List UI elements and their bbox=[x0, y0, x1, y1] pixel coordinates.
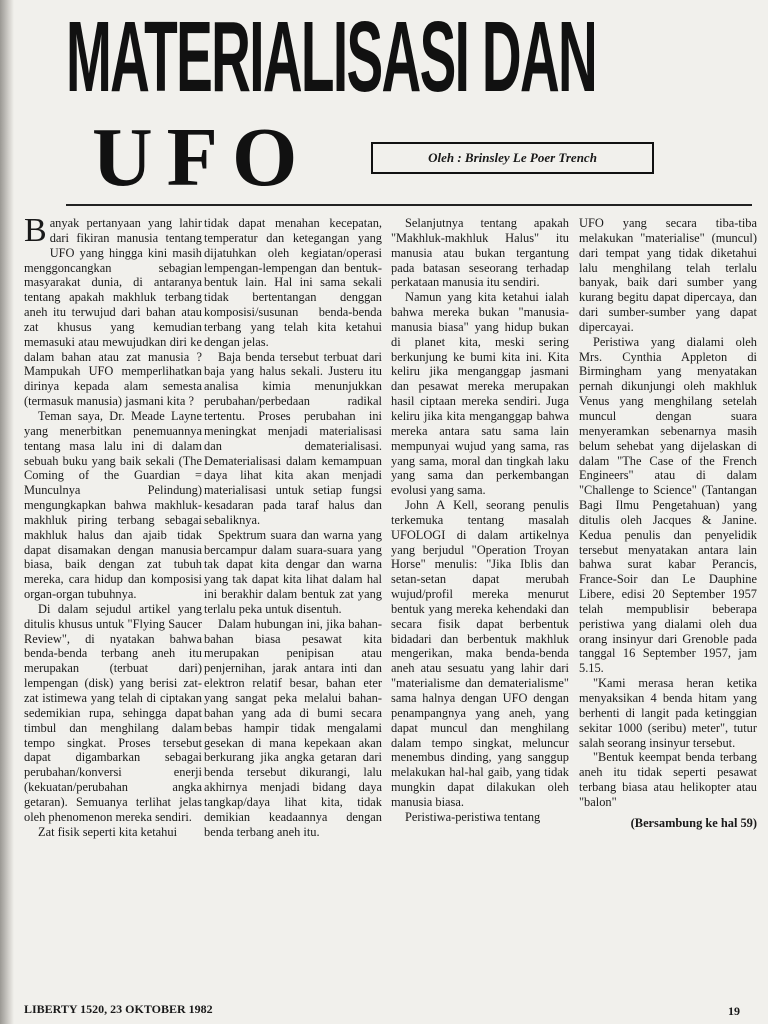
column-1 bbox=[24, 216, 202, 1006]
column-2 bbox=[204, 216, 382, 1006]
paragraph: Selanjutnya tentang apakah "Makhluk-makhluk Halus" itu manusia atau bukan tergantung pada batasan seseorang terhadap perkataan manusia itu sendiri. bbox=[391, 216, 569, 290]
page-spine-shadow bbox=[0, 0, 14, 1024]
drop-cap: B bbox=[24, 216, 47, 249]
publication-footer: LIBERTY 1520, 23 OKTOBER 1982 bbox=[24, 1002, 213, 1016]
paragraph: Spektrum suara dan warna yang bercampur dalam suara-suara yang tak dapat kita dengar dan warna yang tak dapat kita lihat dalam hal ini berakhir dalam bentuk zat yang terlalu peka untuk disentuh. bbox=[204, 527, 382, 616]
page-number: 19 bbox=[728, 1004, 740, 1018]
paragraph: Baja benda tersebut terbuat dari baja yang halus sekali. Justeru itu analisa kimia menunjukkan perubahan/perbedaan radikal tertentu. Proses perubahan ini meningkat menjadi materialisasi dan dematerialisasi. Dematerialisasi dalam kemampuan daya lihat kita akan menjadi materialisasi untuk setiap fungsi kesadaran pada taraf halus dan sebaliknya. bbox=[204, 349, 382, 527]
column-3 bbox=[391, 216, 569, 1006]
paragraph: Banyak pertanyaan yang lahir dari fikiran manusia tentang UFO yang hingga kini masih menggoncangkan sebagian masyarakat dunia, di antaranya tentang apakah makhluk terbang aneh itu terwujud dari bahan atau zat khusus yang kemudian memasuki atau mewujudkan diri ke dalam bahan atau zat manusia ? Mampukah UFO memperlihatkan dirinya kepada alam semesta (termasuk manusia) jasmani kita ? bbox=[24, 216, 202, 409]
paragraph: John A Kell, seorang penulis terkemuka tentang masalah UFOLOGI di dalam artikelnya yang berjudul "Operation Troyan Horse" menulis: "Jika Iblis dan setan-setan dapat merubah wujud/profil mereka menurut bentuk yang mereka kehendaki dan secara fisik dapat berbentuk bidadari dan berbentuk makhluk mengerikan, maka benda-benda aneh atau sesuatu yang lahir dari "materialisme dan dematerialisme" sama halnya dengan UFO dengan penampangnya yang aneh, yang dapat muncul dan menghilang dalam tempo singkat, meluncur menembus dinding, yang sanggup melakukan hal-hal gaib, yang tidak mungkin dapat dilakukan oleh manusia biasa. bbox=[391, 498, 569, 809]
continued-note: (Bersambung ke hal 59) bbox=[630, 815, 757, 830]
paragraph: "Bentuk keempat benda terbang aneh itu tidak seperti pesawat terbang biasa atau helikopter atau "balon" bbox=[579, 750, 757, 809]
headline-line2: UFO bbox=[92, 111, 312, 204]
paragraph: UFO yang secara tiba-tiba melakukan "materialise" (muncul) dari tempat yang tidak diketahui lalu menghilang telah terlalu banyak, baik dari sumber yang kurang begitu dapat dipercaya, dan dari sumber-sumber yang dapat dipercayai. bbox=[579, 216, 757, 334]
paragraph: Di dalam sejudul artikel yang ditulis khusus untuk "Flying Saucer Review", di nyatakan bahwa benda-benda terbang aneh itu merupakan (terbuat dari) lempengan (disk) yang berisi zat-zat istimewa yang telah di ciptakan sedemikian rupa, sehingga dapat timbul dan menghilang dalam tempo singkat. Proses tersebut dapat digambarkan sebagai perubahan/konversi enerji (kekuatan/perubahan angka getaran). Semuanya terlihat jelas oleh phenomenon mereka sendiri. bbox=[24, 601, 202, 824]
header-rule bbox=[66, 204, 752, 206]
paragraph: Dalam hubungan ini, jika bahan-bahan biasa pesawat kita merupakan penipisan atau penjernihan, jarak antara inti dan elektron relatif besar, bahan eter yang sangat peka melalui bahan-bahan yang ada di bumi secara bebas hampir tidak mengalami gesekan di mana kepekaan akan berkurang jika angka getaran dari benda tersebut dikurangi, lalu akhirnya menjadi bidang daya tangkap/daya lihat kita, tidak demikian keadaannya dengan benda terbang aneh itu. bbox=[204, 616, 382, 839]
paragraph: tidak dapat menahan kecepatan, temperatur dan ketegangan yang dijatuhkan oleh kegiatan/operasi lempengan-lempengan dan bentuk-bentuk lain. Hal ini sama sekali tidak bertentangan denggan komposisi/susunan benda-benda terbang yang telah kita ketahui dengan jelas. bbox=[204, 216, 382, 349]
paragraph: Teman saya, Dr. Meade Layne yang menerbitkan penemuannya tentang masa lalu ini di dalam sebuah buku yang baik sekali (The Coming of the Guardian = Munculnya Pelindung) mengungkapkan bahwa makhluk-makhluk piring terbang sebagai makhluk halus dan ajaib tidak dapat disamakan dengan manusia biasa, baik dengan zat tubuh mereka, cara hidup dan komposisi organ-organ tubuhnya. bbox=[24, 408, 202, 602]
paragraph: Peristiwa-peristiwa tentang bbox=[405, 809, 541, 824]
headline-line1: MATERIALISASI DAN bbox=[66, 1, 597, 113]
byline-box: Oleh : Brinsley Le Poer Trench bbox=[371, 142, 654, 174]
paragraph: Peristiwa yang dialami oleh Mrs. Cynthia Appleton di Birmingham yang menyatakan pernah dikunjungi oleh makhluk Venus yang menghilang setelah muncul dengan suara menyeramkan sebenarnya masih belum sehebat yang dijelaskan di dalam "The Case of the French Engineers" atau di dalam "Challenge to Science" (Tantangan Bagi Ilmu Pengetahuan) yang ditulis oleh Jacques & Janine. Kedua penulis dan penyelidik tersebut menyatakan antara lain bahwa surat kabar Perancis, France-Soir dan Le Dauphine Libere, edisi 20 September 1957 telah mempublisir beberapa peristiwa yang dialami oleh dua orang insinyur dari Grenoble pada tanggal 16 September 1957, jam 5.15. bbox=[579, 334, 757, 676]
paragraph: "Kami merasa heran ketika menyaksikan 4 benda hitam yang berhenti di langit pada ketinggian sekitar 1000 (seribu) meter", tutur salah seorang insinyur tersebut. bbox=[579, 676, 757, 750]
paragraph: Namun yang kita ketahui ialah bahwa mereka bukan "manusia-manusia biasa" yang hidup bukan di planet kita, meski sering berkunjung ke bumi kita ini. Kita keliru jika menganggap jasmani dan pesawat mereka merupakan hasil ciptaan mereka sendiri. Juga keliru jika kita menganggap bahwa mereka antara satu sama lain mempunyai wujud yang sama, ras yang sama, moral dan tingkah laku yang sama dan perkembangan evolusi yang sama. bbox=[391, 290, 569, 498]
paragraph: Zat fisik seperti kita ketahui bbox=[38, 824, 178, 839]
column-4 bbox=[579, 216, 757, 1006]
